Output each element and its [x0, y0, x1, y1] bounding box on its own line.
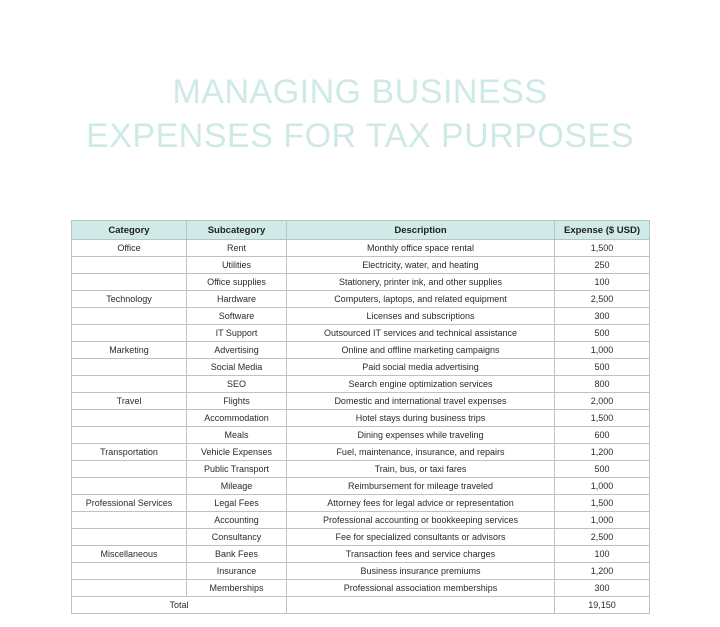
cell-subcategory: Accommodation: [187, 410, 287, 427]
cell-description: Train, bus, or taxi fares: [287, 461, 555, 478]
table-row: [72, 495, 650, 512]
cell-category: Professional Services: [72, 495, 187, 512]
cell-category: [72, 563, 187, 580]
cell-category: [72, 359, 187, 376]
cell-subcategory: Office supplies: [187, 274, 287, 291]
cell-expense: 300: [555, 308, 650, 325]
cell-subcategory: Hardware: [187, 291, 287, 308]
cell-subcategory: Bank Fees: [187, 546, 287, 563]
cell-category: Technology: [72, 291, 187, 308]
cell-expense: 1,500: [555, 240, 650, 257]
cell-expense: 1,000: [555, 478, 650, 495]
table-row: [72, 393, 650, 410]
cell-expense: 500: [555, 359, 650, 376]
table-row: [72, 512, 650, 529]
cell-category: [72, 376, 187, 393]
cell-expense: 1,200: [555, 444, 650, 461]
cell-subcategory: Memberships: [187, 580, 287, 597]
column-header-category: Category: [72, 221, 187, 240]
table-row: [72, 478, 650, 495]
cell-expense: 300: [555, 580, 650, 597]
table-row: [72, 563, 650, 580]
cell-description: Fuel, maintenance, insurance, and repairs: [287, 444, 555, 461]
cell-category: [72, 325, 187, 342]
table-row: [72, 325, 650, 342]
cell-subcategory: Advertising: [187, 342, 287, 359]
table-row: [72, 529, 650, 546]
column-header-subcategory: Subcategory: [187, 221, 287, 240]
cell-description: Search engine optimization services: [287, 376, 555, 393]
table-row: [72, 257, 650, 274]
cell-expense: 500: [555, 325, 650, 342]
cell-expense: 2,500: [555, 529, 650, 546]
cell-expense: 250: [555, 257, 650, 274]
cell-description: Monthly office space rental: [287, 240, 555, 257]
cell-description: Transaction fees and service charges: [287, 546, 555, 563]
total-expense: 19,150: [555, 597, 650, 614]
column-header-description: Description: [287, 221, 555, 240]
cell-description: Electricity, water, and heating: [287, 257, 555, 274]
cell-category: Transportation: [72, 444, 187, 461]
table-body: [72, 240, 650, 614]
cell-description: Online and offline marketing campaigns: [287, 342, 555, 359]
cell-subcategory: Legal Fees: [187, 495, 287, 512]
table-total-row: [72, 597, 650, 614]
cell-description: Attorney fees for legal advice or representation: [287, 495, 555, 512]
cell-subcategory: IT Support: [187, 325, 287, 342]
cell-category: [72, 427, 187, 444]
title-line-1: MANAGING BUSINESS: [172, 73, 548, 111]
table-row: [72, 580, 650, 597]
expense-sheet: [71, 220, 649, 614]
table-header-row: [72, 221, 650, 240]
cell-category: [72, 512, 187, 529]
cell-expense: 600: [555, 427, 650, 444]
cell-expense: 2,000: [555, 393, 650, 410]
cell-expense: 100: [555, 274, 650, 291]
title-line-2: EXPENSES FOR TAX PURPOSES: [86, 117, 634, 155]
table-row: [72, 274, 650, 291]
cell-subcategory: Utilities: [187, 257, 287, 274]
cell-subcategory: Rent: [187, 240, 287, 257]
table-row: [72, 410, 650, 427]
cell-description: Paid social media advertising: [287, 359, 555, 376]
cell-category: Office: [72, 240, 187, 257]
cell-expense: 800: [555, 376, 650, 393]
table-row: [72, 342, 650, 359]
cell-description: Professional association memberships: [287, 580, 555, 597]
cell-expense: 1,000: [555, 512, 650, 529]
cell-expense: 1,500: [555, 410, 650, 427]
cell-subcategory: Accounting: [187, 512, 287, 529]
cell-subcategory: Insurance: [187, 563, 287, 580]
cell-category: [72, 529, 187, 546]
table-row: [72, 308, 650, 325]
cell-subcategory: SEO: [187, 376, 287, 393]
table-row: [72, 444, 650, 461]
cell-description: Domestic and international travel expenses: [287, 393, 555, 410]
cell-category: [72, 410, 187, 427]
cell-expense: 1,200: [555, 563, 650, 580]
cell-description: Reimbursement for mileage traveled: [287, 478, 555, 495]
cell-category: [72, 580, 187, 597]
cell-subcategory: Mileage: [187, 478, 287, 495]
cell-description: Hotel stays during business trips: [287, 410, 555, 427]
cell-category: [72, 461, 187, 478]
table-row: [72, 291, 650, 308]
table-row: [72, 427, 650, 444]
document-title: [0, 70, 720, 158]
cell-subcategory: Social Media: [187, 359, 287, 376]
cell-description: Computers, laptops, and related equipment: [287, 291, 555, 308]
cell-category: [72, 308, 187, 325]
cell-category: [72, 478, 187, 495]
cell-category: [72, 274, 187, 291]
table-header: [72, 221, 650, 240]
table-row: [72, 461, 650, 478]
cell-expense: 100: [555, 546, 650, 563]
cell-subcategory: Meals: [187, 427, 287, 444]
cell-subcategory: Consultancy: [187, 529, 287, 546]
column-header-expense: Expense ($ USD): [555, 221, 650, 240]
cell-description: Licenses and subscriptions: [287, 308, 555, 325]
table-row: [72, 376, 650, 393]
cell-description: Outsourced IT services and technical assistance: [287, 325, 555, 342]
total-label: Total: [72, 597, 287, 614]
cell-subcategory: Software: [187, 308, 287, 325]
expense-table: [71, 220, 650, 614]
cell-expense: 500: [555, 461, 650, 478]
cell-subcategory: Flights: [187, 393, 287, 410]
cell-expense: 1,000: [555, 342, 650, 359]
cell-expense: 2,500: [555, 291, 650, 308]
table-row: [72, 240, 650, 257]
cell-description: Business insurance premiums: [287, 563, 555, 580]
cell-subcategory: Public Transport: [187, 461, 287, 478]
cell-description: Fee for specialized consultants or advisors: [287, 529, 555, 546]
cell-subcategory: Vehicle Expenses: [187, 444, 287, 461]
cell-category: Marketing: [72, 342, 187, 359]
table-row: [72, 546, 650, 563]
cell-expense: 1,500: [555, 495, 650, 512]
cell-category: Travel: [72, 393, 187, 410]
table-row: [72, 359, 650, 376]
cell-category: Miscellaneous: [72, 546, 187, 563]
cell-description: Stationery, printer ink, and other supplies: [287, 274, 555, 291]
cell-description: Professional accounting or bookkeeping services: [287, 512, 555, 529]
total-description: [287, 597, 555, 614]
cell-description: Dining expenses while traveling: [287, 427, 555, 444]
cell-category: [72, 257, 187, 274]
